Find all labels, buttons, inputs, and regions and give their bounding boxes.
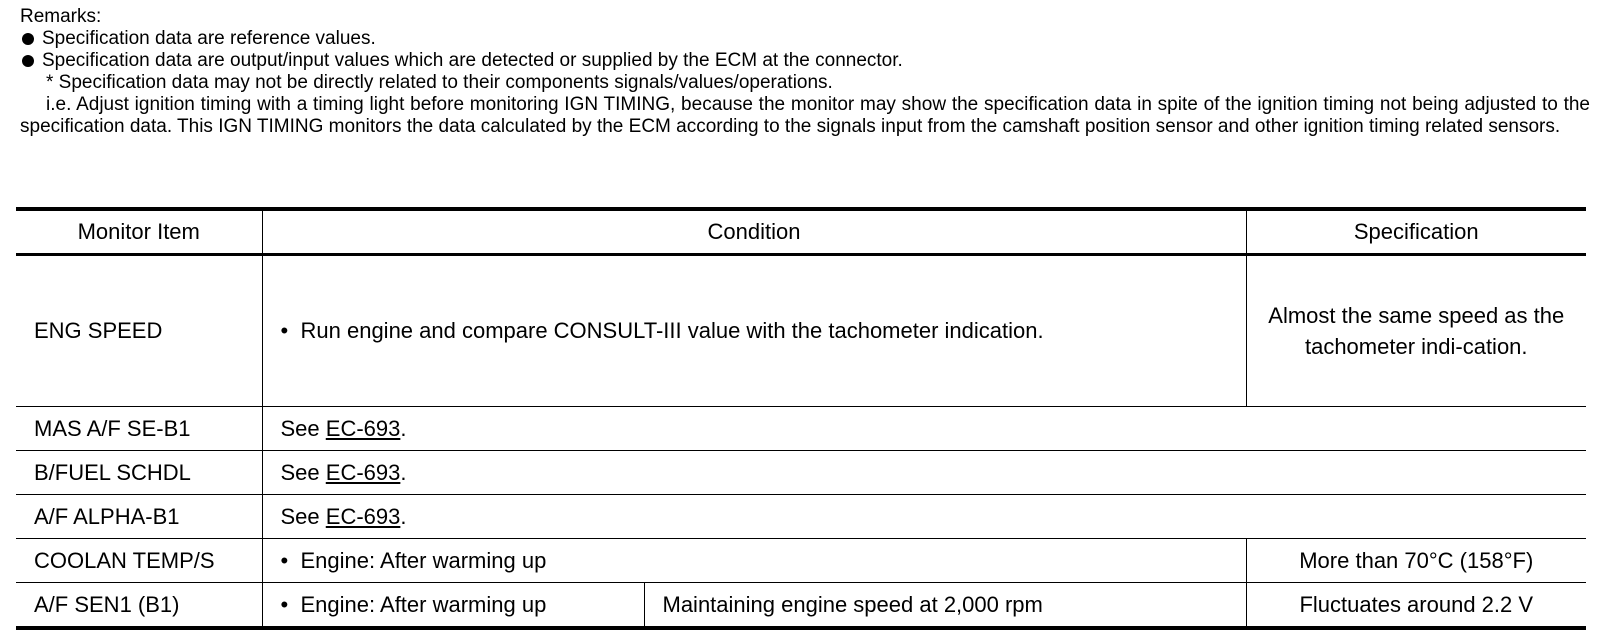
condition-detail-cell: Maintaining engine speed at 2,000 rpm: [644, 583, 1246, 629]
bullet-dot-icon: [22, 55, 34, 67]
condition-cell: • Engine: After warming up: [262, 583, 644, 629]
table-row: [16, 451, 1586, 495]
remark-bullet-1: [20, 28, 1590, 50]
ec-693-link[interactable]: EC-693: [325, 415, 401, 441]
table-row: [16, 583, 1586, 629]
condition-cell: See EC-693.: [262, 451, 1586, 495]
monitor-item: A/F SEN1 (B1): [16, 583, 262, 629]
condition-cell: • Engine: After warming up: [262, 539, 1246, 583]
bullet-dot-icon: [22, 33, 34, 45]
monitor-item: COOLAN TEMP/S: [16, 539, 262, 583]
remarks-title: Remarks:: [20, 6, 102, 27]
table-row: [16, 255, 1586, 407]
remark-note: * Specification data may not be directly related to their components signals/values/operations.: [46, 72, 833, 93]
monitor-item: ENG SPEED: [16, 255, 262, 407]
condition-cell: See EC-693.: [262, 495, 1586, 539]
monitor-item: MAS A/F SE-B1: [16, 407, 262, 451]
condition-cell: See EC-693.: [262, 407, 1586, 451]
bullet-icon: •: [280, 547, 289, 573]
bullet-icon: •: [280, 318, 289, 343]
remark-example: i.e. Adjust ignition timing with a timing light before monitoring IGN TIMING, because the monitor may show the specification data in spite of the ignition timing not being adjusted to the specification data. This IGN TIMING monitors the data calculated by the ECM according to the signals input from the camshaft position sensor and other ignition timing related sensors.: [20, 94, 1590, 137]
table-row: [16, 407, 1586, 451]
monitor-item: A/F ALPHA-B1: [16, 495, 262, 539]
header-condition: Condition: [262, 209, 1246, 255]
header-monitor-item: Monitor Item: [16, 209, 262, 255]
remark-text: Specification data are output/input values which are detected or supplied by the ECM at the connector.: [42, 50, 903, 71]
specification-cell: Fluctuates around 2.2 V: [1246, 583, 1586, 629]
monitor-table: [16, 207, 1586, 630]
remark-bullet-2: [20, 50, 1590, 72]
monitor-item: B/FUEL SCHDL: [16, 451, 262, 495]
ec-693-link[interactable]: EC-693: [325, 459, 401, 485]
specification-cell: More than 70°C (158°F): [1246, 539, 1586, 583]
bullet-icon: •: [280, 591, 289, 617]
header-specification: Specification: [1246, 209, 1586, 255]
specification-cell: Almost the same speed as the tachometer indi-cation.: [1246, 255, 1586, 407]
table-row: [16, 495, 1586, 539]
remarks-section: [20, 6, 1590, 138]
ec-693-link[interactable]: EC-693: [325, 503, 401, 529]
condition-cell: • Run engine and compare CONSULT-III value with the tachometer indication.: [262, 255, 1246, 407]
table-header-row: [16, 209, 1586, 255]
remark-text: Specification data are reference values.: [42, 28, 376, 49]
table-row: [16, 539, 1586, 583]
